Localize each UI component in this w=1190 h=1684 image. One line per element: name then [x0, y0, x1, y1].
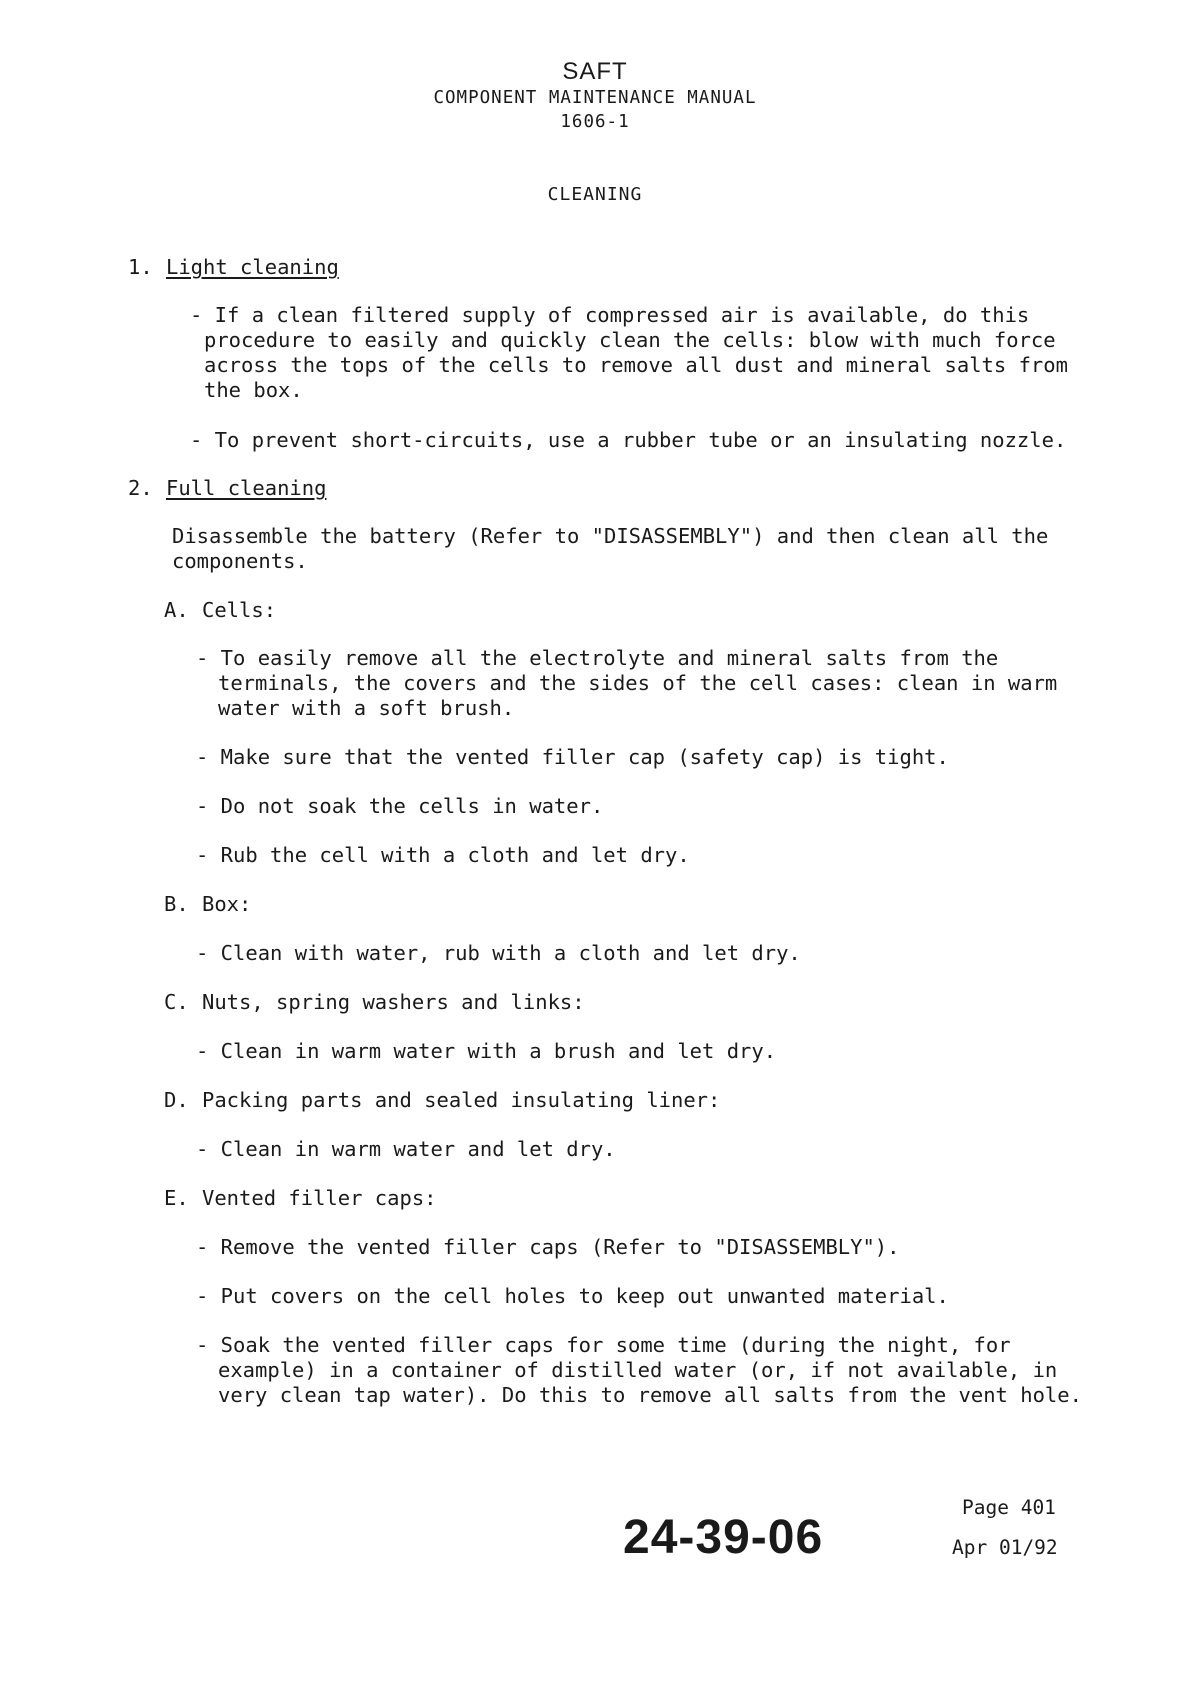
section-2-title: Full cleaning — [166, 476, 327, 500]
subsection-a-title: Cells: — [202, 598, 277, 622]
subsection-d-item-1: - Clean in warm water and let dry. — [196, 1137, 616, 1161]
section-2-number: 2. — [128, 476, 153, 500]
subsection-c-title: Nuts, spring washers and links: — [202, 990, 585, 1014]
subsection-b-title: Box: — [202, 892, 252, 916]
subsection-e-item-3: - Soak the vented filler caps for some time (during the night, for example) in a container of distilled water (or, if not available, in very clean tap water). Do this to remove all salts from the vent hole. — [196, 1333, 1082, 1407]
section-1-number: 1. — [128, 255, 153, 279]
subsection-c-letter: C. — [164, 990, 189, 1014]
section-1-item-1: - If a clean filtered supply of compressed air is available, do this procedure to easily and quickly clean the cells: blow with much force across the tops of the cells to remove all dust and mineral salts from the box. — [190, 303, 1068, 402]
subsection-e-item-2: - Put covers on the cell holes to keep out unwanted material. — [196, 1284, 949, 1308]
subsection-b-item-1: - Clean with water, rub with a cloth and let dry. — [196, 941, 801, 965]
subsection-a-letter: A. — [164, 598, 189, 622]
section-2-intro: Disassemble the battery (Refer to "DISASSEMBLY") and then clean all the components. — [172, 524, 1049, 573]
revision-date: Apr 01/92 — [952, 1536, 1058, 1559]
subsection-a-item-2: - Make sure that the vented filler cap (safety cap) is tight. — [196, 745, 949, 769]
subsection-e-item-1: - Remove the vented filler caps (Refer to "DISASSEMBLY"). — [196, 1235, 900, 1259]
subsection-a-item-4: - Rub the cell with a cloth and let dry. — [196, 843, 690, 867]
subsection-d-title: Packing parts and sealed insulating liner: — [202, 1088, 721, 1112]
subsection-c-item-1: - Clean in warm water with a brush and let dry. — [196, 1039, 777, 1063]
subsection-e-title: Vented filler caps: — [202, 1186, 437, 1210]
section-1-item-2: - To prevent short-circuits, use a rubber tube or an insulating nozzle. — [190, 428, 1067, 452]
company-name: SAFT — [562, 58, 628, 85]
document-number: 1606-1 — [560, 112, 630, 132]
section-1-title: Light cleaning — [166, 255, 339, 279]
subsection-a-item-1: - To easily remove all the electrolyte and mineral salts from the terminals, the covers and the sides of the cell cases: clean in warm water with a soft brush. — [196, 646, 1058, 720]
manual-title: COMPONENT MAINTENANCE MANUAL — [433, 88, 757, 108]
section-title: CLEANING — [547, 184, 643, 205]
page-number: Page 401 — [962, 1496, 1056, 1519]
subsection-d-letter: D. — [164, 1088, 189, 1112]
subsection-e-letter: E. — [164, 1186, 189, 1210]
subsection-a-item-3: - Do not soak the cells in water. — [196, 794, 604, 818]
subsection-b-letter: B. — [164, 892, 189, 916]
chapter-code: 24-39-06 — [623, 1511, 824, 1564]
